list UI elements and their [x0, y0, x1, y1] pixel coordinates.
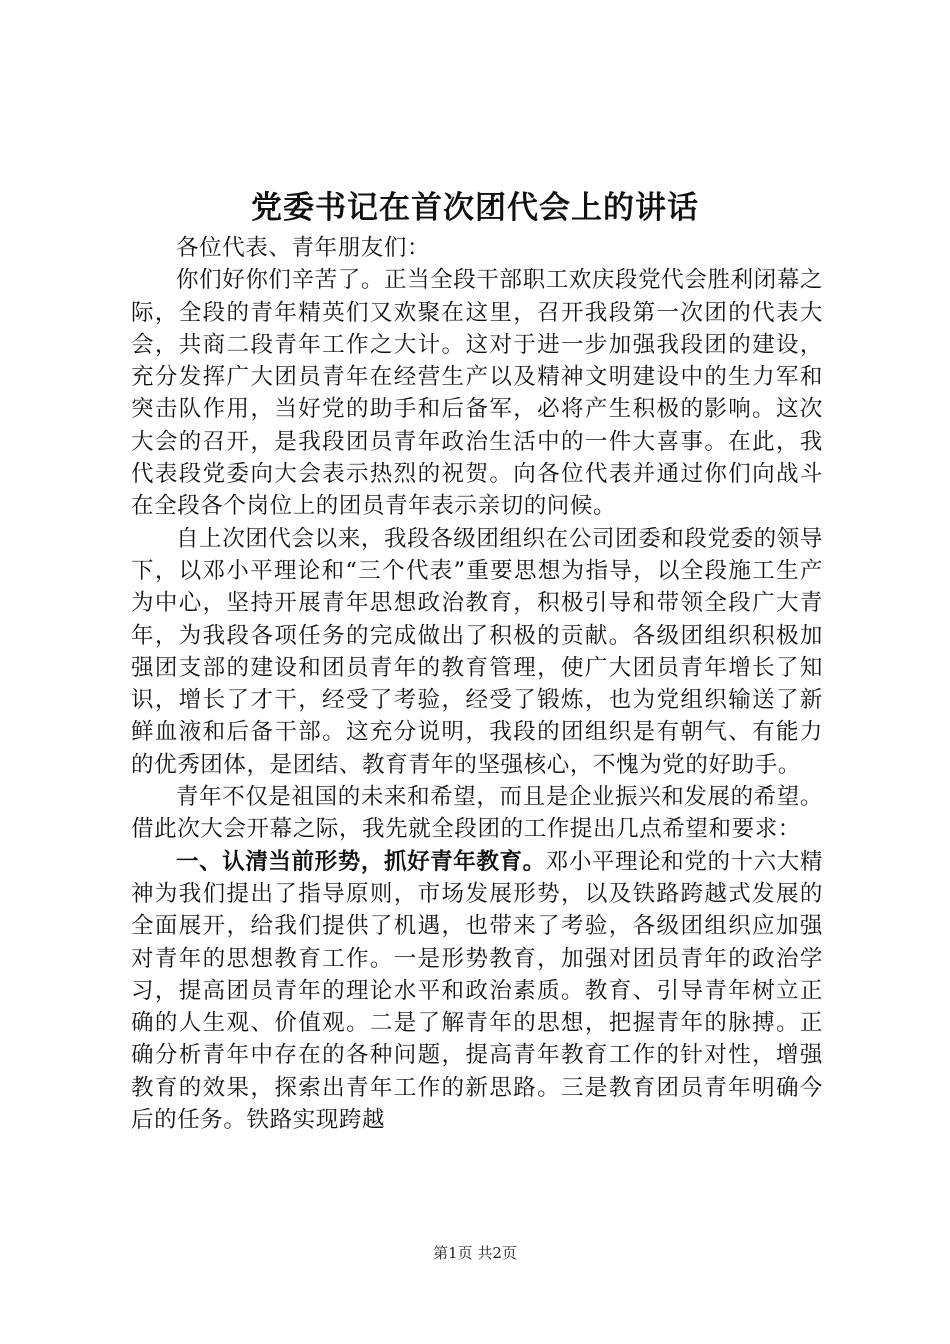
paragraph-expectations: 青年不仅是祖国的未来和希望，而且是企业振兴和发展的希望。借此次大会开幕之际，我先就全段团的工作提出几点希望和要求： — [131, 784, 823, 843]
salutation: 各位代表、青年朋友们： — [176, 235, 431, 261]
paragraph-greeting: 你们好你们辛苦了。正当全段干部职工欢庆段党代会胜利闭幕之际，全段的青年精英们又欢聚在这里，召开我段第一次团的代表大会，共商二段青年工作之大计。这对于进一步加强我段团的建设，充分发挥广大团员青年在经营生产以及精神文明建设中的生力军和突击队作用，当好党的助手和后备军，必将产生积极的影响。这次大会的召开，是我段团员青年政治生活中的一件大喜事。在此，我代表段党委向大会表示热烈的祝贺。向各位代表并通过你们向战斗在全段各个岗位上的团员青年表示亲切的问候。 — [131, 267, 823, 520]
page-footer: 第1页 共2页 — [433, 1244, 517, 1262]
document-body — [131, 232, 823, 1136]
page-title: 党委书记在首次团代会上的讲话 — [251, 190, 699, 226]
paragraph-achievements: 自上次团代会以来，我段各级团组织在公司团委和段党委的领导下，以邓小平理论和“三个代表”重要思想为指导，以全段施工生产为中心，坚持开展青年思想政治教育，积极引导和带领全段广大青年，为我段各项任务的完成做出了积极的贡献。各级团组织积极加强团支部的建设和团员青年的教育管理，使广大团员青年增长了知识，增长了才干，经受了考验，经受了锻炼，也为党组织输送了新鲜血液和后备干部。这充分说明，我段的团组织是有朝气、有能力的优秀团体，是团结、教育青年的坚强核心，不愧为党的好助手。 — [131, 525, 823, 778]
paragraph-section-1 — [131, 846, 823, 1137]
section-1-text: 邓小平理论和党的十六大精神为我们提出了指导原则，市场发展形势，以及铁路跨越式发展的全面展开，给我们提供了机遇，也带来了考验，各级团组织应加强对青年的思想教育工作。一是形势教育，加强对团员青年的政治学习，提高团员青年的理论水平和政治素质。教育、引导青年树立正确的人生观、价值观。二是了解青年的思想，把握青年的脉搏。正确分析青年中存在的各种问题，提高青年教育工作的针对性，增强教育的效果，探索出青年工作的新思路。三是教育团员青年明确今后的任务。铁路实现跨越 — [131, 848, 823, 1134]
section-1-heading: 一、认清当前形势，抓好青年教育。 — [176, 848, 546, 875]
